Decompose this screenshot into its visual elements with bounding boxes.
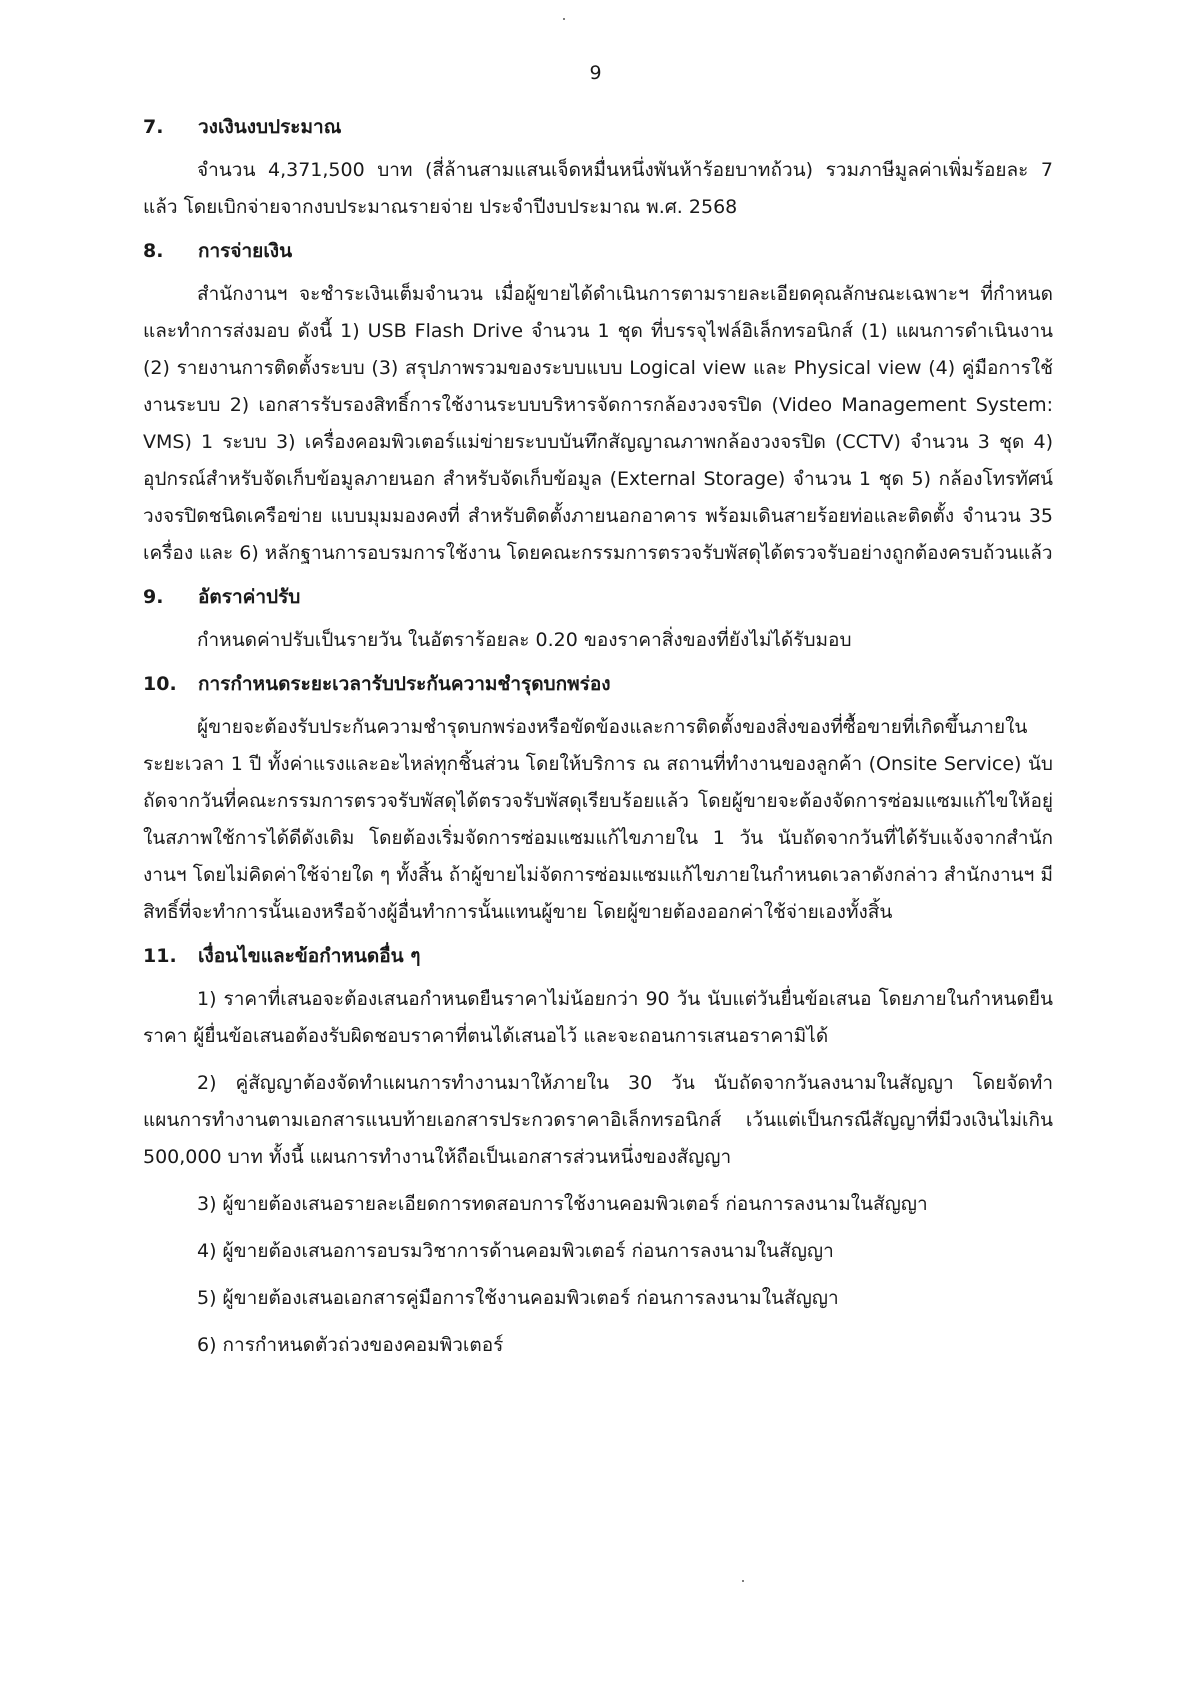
section-9-paragraph: กำหนดค่าปรับเป็นรายวัน ในอัตราร้อยละ 0.20 ของราคาสิ่งของที่ยังไม่ได้รับมอบ xyxy=(197,629,852,651)
section-11-heading xyxy=(143,941,1053,971)
section-10-paragraph: ผู้ขายจะต้องรับประกันความชำรุดบกพร่องหรือขัดข้องและการติดตั้งของสิ่งของที่ซื้อขายที่เกิดขึ้นภายในระยะเวลา 1 ปี ทั้งค่าแรงและอะไหล่ทุกชิ้นส่วน โดยให้บริการ ณ สถานที่ทำงานของลูกค้า (Onsite Service) นับถัดจากวันที่คณะกรรมการตรวจรับพัสดุได้ตรวจรับพัสดุเรียบร้อยแล้ว โดยผู้ขายจะต้องจัดการซ่อมแซมแก้ไขให้อยู่ในสภาพใช้การได้ดีดังเดิม โดยต้องเริ่มจัดการซ่อมแซมแก้ไขภายใน 1 วัน นับถัดจากวันที่ได้รับแจ้งจากสำนักงานฯ โดยไม่คิดค่าใช้จ่ายใด ๆ ทั้งสิ้น ถ้าผู้ขายไม่จัดการซ่อมแซมแก้ไขภายในกำหนดเวลาดังกล่าว สำนักงานฯ มีสิทธิ์ที่จะทำการนั้นเองหรือจ้างผู้อื่นทำการนั้นแทนผู้ขาย โดยผู้ขายต้องออกค่าใช้จ่ายเองทั้งสิ้น xyxy=(143,716,1053,923)
section-number: 7. xyxy=(143,116,164,138)
section-number: 9. xyxy=(143,586,164,608)
section-7-heading xyxy=(143,112,1053,142)
page-number: 9 xyxy=(589,62,602,84)
section-title: วงเงินงบประมาณ xyxy=(198,116,342,138)
condition-item-4: 4) ผู้ขายต้องเสนอการอบรมวิชาการด้านคอมพิวเตอร์ ก่อนการลงนามในสัญญา xyxy=(197,1240,834,1262)
section-title: เงื่อนไขและข้อกำหนดอื่น ๆ xyxy=(198,945,421,967)
section-7-paragraph: จำนวน 4,371,500 บาท (สี่ล้านสามแสนเจ็ดหมื่นหนึ่งพันห้าร้อยบาทถ้วน) รวมภาษีมูลค่าเพิ่มร้อยละ 7 แล้ว โดยเบิกจ่ายจากงบประมาณรายจ่าย ประจำปีงบประมาณ พ.ศ. 2568 xyxy=(143,159,1053,218)
section-number: 8. xyxy=(143,240,164,262)
condition-item-3: 3) ผู้ขายต้องเสนอรายละเอียดการทดสอบการใช้งานคอมพิวเตอร์ ก่อนการลงนามในสัญญา xyxy=(197,1193,928,1215)
section-9-heading xyxy=(143,582,1053,612)
section-8-heading xyxy=(143,236,1053,266)
section-title: การจ่ายเงิน xyxy=(198,240,293,262)
section-number: 10. xyxy=(143,673,177,695)
section-title: การกำหนดระยะเวลารับประกันความชำรุดบกพร่อง xyxy=(198,673,611,695)
scan-speck xyxy=(742,1580,744,1582)
section-number: 11. xyxy=(143,945,177,967)
scan-speck xyxy=(563,18,565,20)
condition-item-5: 5) ผู้ขายต้องเสนอเอกสารคู่มือการใช้งานคอมพิวเตอร์ ก่อนการลงนามในสัญญา xyxy=(197,1287,839,1309)
section-8-paragraph: สำนักงานฯ จะชำระเงินเต็มจำนวน เมื่อผู้ขายได้ดำเนินการตามรายละเอียดคุณลักษณะเฉพาะฯ ที่กำหนด และทำการส่งมอบ ดังนี้ 1) USB Flash Drive จำนวน 1 ชุด ที่บรรจุไฟล์อิเล็กทรอนิกส์ (1) แผนการดำเนินงาน (2) รายงานการติดตั้งระบบ (3) สรุปภาพรวมของระบบแบบ Logical view และ Physical view (4) คู่มือการใช้งานระบบ 2) เอกสารรับรองสิทธิ์การใช้งานระบบบริหารจัดการกล้องวงจรปิด (Video Management System: VMS) 1 ระบบ 3) เครื่องคอมพิวเตอร์แม่ข่ายระบบบันทึกสัญญาณภาพกล้องวงจรปิด (CCTV) จำนวน 3 ชุด 4) อุปกรณ์สำหรับจัดเก็บข้อมูลภายนอก สำหรับจัดเก็บข้อมูล (External Storage) จำนวน 1 ชุด 5) กล้องโทรทัศน์วงจรปิดชนิดเครือข่าย แบบมุมมองคงที่ สำหรับติดตั้งภายนอกอาคาร พร้อมเดินสายร้อยท่อและติดตั้ง จำนวน 35 เครื่อง และ 6) หลักฐานการอบรมการใช้งาน โดยคณะกรรมการตรวจรับพัสดุได้ตรวจรับอย่างถูกต้องครบถ้วนแล้ว xyxy=(143,283,1053,564)
section-title: อัตราค่าปรับ xyxy=(198,586,301,608)
condition-item-2: 2) คู่สัญญาต้องจัดทำแผนการทำงานมาให้ภายใน 30 วัน นับถัดจากวันลงนามในสัญญา โดยจัดทำแผนการทำงานตามเอกสารแนบท้ายเอกสารประกวดราคาอิเล็กทรอนิกส์ เว้นแต่เป็นกรณีสัญญาที่มีวงเงินไม่เกิน 500,000 บาท ทั้งนี้ แผนการทำงานให้ถือเป็นเอกสารส่วนหนึ่งของสัญญา xyxy=(143,1072,1053,1168)
section-10-heading xyxy=(143,669,1053,699)
condition-item-1: 1) ราคาที่เสนอจะต้องเสนอกำหนดยืนราคาไม่น้อยกว่า 90 วัน นับแต่วันยื่นข้อเสนอ โดยภายในกำหนดยืนราคา ผู้ยื่นข้อเสนอต้องรับผิดชอบราคาที่ตนได้เสนอไว้ และจะถอนการเสนอราคามิได้ xyxy=(143,988,1053,1047)
condition-item-6: 6) การกำหนดตัวถ่วงของคอมพิวเตอร์ xyxy=(197,1334,504,1356)
document-body xyxy=(143,112,1053,1374)
